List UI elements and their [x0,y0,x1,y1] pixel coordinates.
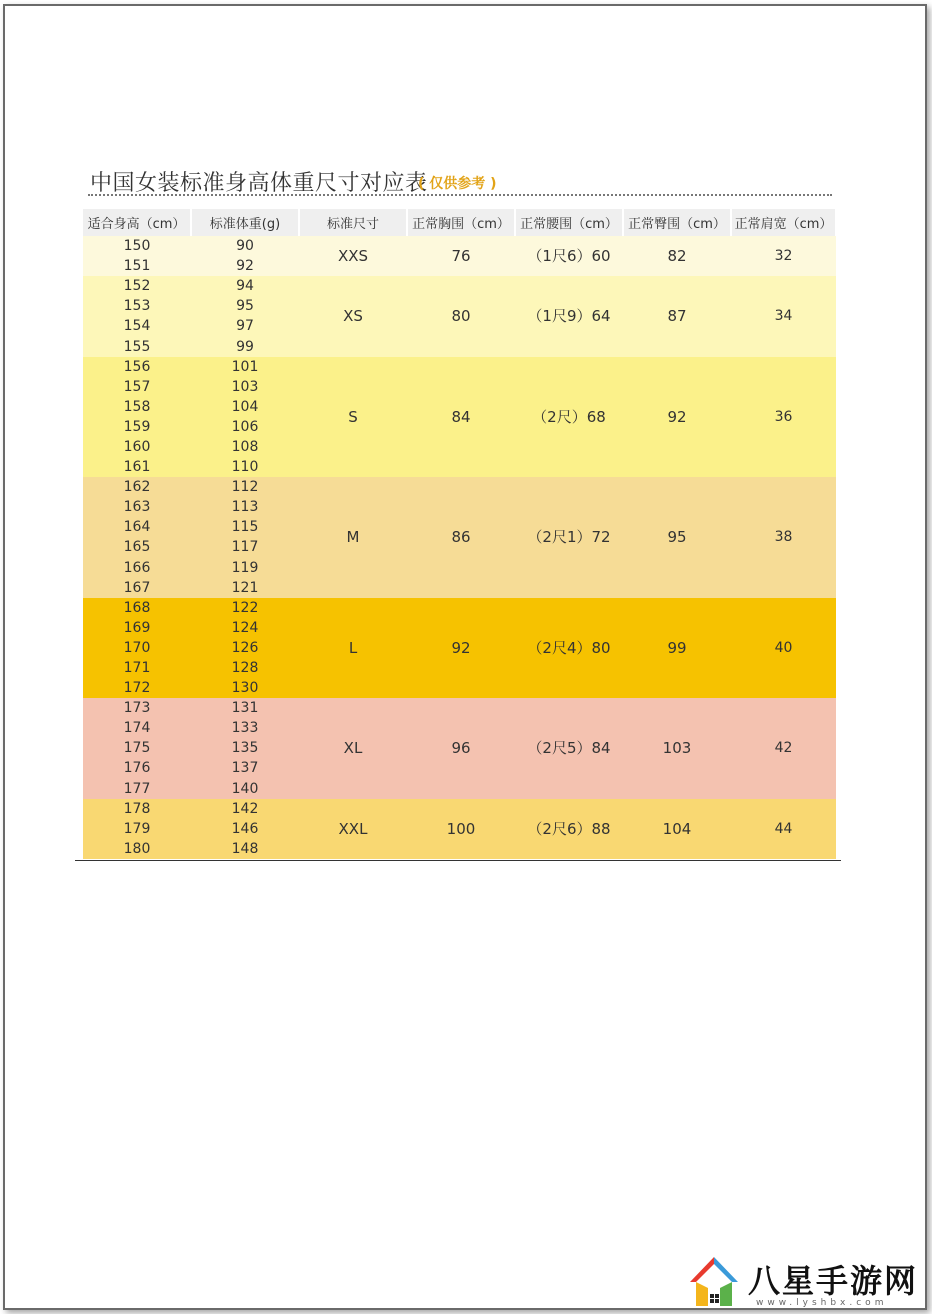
page-subtitle: ( 仅供参考 ) [418,176,497,192]
table-row [83,799,836,819]
waist-cell: （2尺5）84 [527,739,611,758]
size-cell: XS [343,307,363,326]
height-cell: 170 [123,639,151,656]
height-cell: 154 [123,318,151,335]
header-hip: 正常臀围（cm） [623,209,731,236]
weight-cell: 110 [231,459,259,476]
chest-cell: 96 [451,739,471,758]
header-weight: 标准体重(g) [191,209,299,236]
height-cell: 166 [123,559,151,576]
size-cell: S [348,407,358,426]
weight-cell: 128 [231,660,259,677]
weight-cell: 137 [231,760,259,777]
weight-cell: 135 [231,740,259,757]
shoulder-cell: 34 [774,308,793,325]
hip-cell: 92 [667,407,687,426]
height-cell: 180 [123,840,151,857]
table-row [83,236,836,256]
height-cell: 168 [123,599,151,616]
height-cell: 157 [123,378,151,395]
height-cell: 153 [123,298,151,315]
weight-cell: 90 [236,238,254,255]
table-row [83,276,836,296]
header-shoulder: 正常肩宽（cm） [731,209,836,236]
weight-cell: 146 [231,820,259,837]
weight-cell: 94 [236,278,254,295]
height-cell: 158 [123,398,151,415]
hip-cell: 87 [667,307,687,326]
watermark [686,1254,926,1310]
weight-cell: 115 [231,519,259,536]
weight-cell: 142 [231,800,259,817]
weight-cell: 148 [231,840,259,857]
size-cell: XXL [338,819,368,838]
weight-cell: 140 [231,780,259,797]
height-cell: 160 [123,438,151,455]
height-cell: 151 [123,258,151,275]
weight-cell: 104 [231,398,259,415]
table-bottom-rule [75,860,841,861]
height-cell: 176 [123,760,151,777]
shoulder-cell: 32 [774,248,793,265]
height-cell: 172 [123,680,151,697]
hip-cell: 104 [662,819,692,838]
height-cell: 169 [123,619,151,636]
weight-cell: 131 [231,700,259,717]
hip-cell: 95 [667,528,687,547]
house-logo-icon [686,1254,742,1310]
size-table [83,209,837,859]
title-bar [88,164,832,196]
table-row [83,698,836,718]
weight-cell: 119 [231,559,259,576]
size-cell: M [346,528,360,547]
height-cell: 162 [123,479,151,496]
weight-cell: 95 [236,298,254,315]
weight-cell: 121 [231,579,259,596]
weight-cell: 130 [231,680,259,697]
chest-cell: 86 [451,528,471,547]
shoulder-cell: 42 [774,740,793,757]
weight-cell: 126 [231,639,259,656]
weight-cell: 124 [231,619,259,636]
hip-cell: 103 [662,739,692,758]
chest-cell: 92 [451,638,471,657]
table-row [83,477,836,497]
table-row [83,357,836,377]
height-cell: 174 [123,720,151,737]
height-cell: 156 [123,358,151,375]
height-cell: 161 [123,459,151,476]
waist-cell: （2尺）68 [532,407,606,426]
waist-cell: （2尺1）72 [527,528,611,547]
height-cell: 175 [123,740,151,757]
height-cell: 179 [123,820,151,837]
height-cell: 171 [123,660,151,677]
weight-cell: 108 [231,438,259,455]
size-cell: XL [343,739,363,758]
header-waist: 正常腰围（cm） [515,209,623,236]
shoulder-cell: 38 [774,529,793,546]
size-cell: XXS [337,247,369,266]
shoulder-cell: 40 [774,639,793,656]
watermark-url: www.lyshbx.com [756,1298,888,1308]
header-row [83,209,836,236]
chest-cell: 84 [451,407,471,426]
header-size: 标准尺寸 [299,209,407,236]
height-cell: 150 [123,238,151,255]
waist-cell: （2尺6）88 [527,819,611,838]
hip-cell: 99 [667,638,687,657]
height-cell: 163 [123,499,151,516]
weight-cell: 97 [236,318,254,335]
waist-cell: （1尺9）64 [527,307,611,326]
table-body [83,236,836,859]
chest-cell: 80 [451,307,471,326]
weight-cell: 92 [236,258,254,275]
header-chest: 正常胸围（cm） [407,209,515,236]
weight-cell: 106 [231,418,259,435]
waist-cell: （2尺4）80 [527,638,611,657]
chest-cell: 76 [451,247,471,266]
weight-cell: 117 [231,539,259,556]
hip-cell: 82 [667,247,687,266]
height-cell: 159 [123,418,151,435]
table-row [83,598,836,618]
height-cell: 173 [123,700,151,717]
weight-cell: 101 [231,358,259,375]
size-cell: L [348,638,358,657]
shoulder-cell: 44 [774,820,793,837]
chest-cell: 100 [446,819,476,838]
weight-cell: 99 [236,338,254,355]
height-cell: 177 [123,780,151,797]
shoulder-cell: 36 [774,408,793,425]
watermark-text: 八星手游网 [748,1262,919,1300]
height-cell: 164 [123,519,151,536]
height-cell: 178 [123,800,151,817]
weight-cell: 122 [231,599,259,616]
height-cell: 167 [123,579,151,596]
waist-cell: （1尺6）60 [527,247,611,266]
weight-cell: 113 [231,499,259,516]
height-cell: 155 [123,338,151,355]
weight-cell: 103 [231,378,259,395]
weight-cell: 133 [231,720,259,737]
height-cell: 165 [123,539,151,556]
header-height: 适合身高（cm） [83,209,191,236]
weight-cell: 112 [231,479,259,496]
height-cell: 152 [123,278,151,295]
page-title: 中国女装标准身高体重尺寸对应表 [90,171,428,196]
